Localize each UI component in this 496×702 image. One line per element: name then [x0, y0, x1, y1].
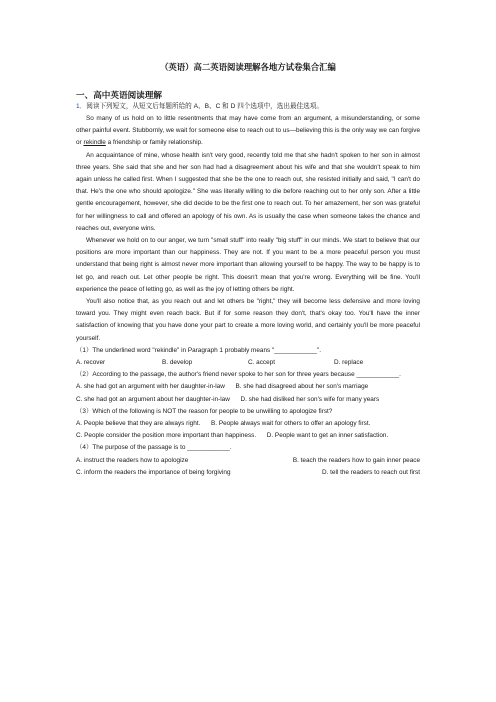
option-a: A. People believe that they are always right. [76, 420, 201, 428]
option-c: C. she had got an argument about her daughter-in-law [76, 395, 230, 403]
option-d: D. tell the readers to reach out first [321, 468, 420, 476]
option-c: C. accept [248, 359, 275, 367]
option-b: B. teach the readers how to gain inner peace [292, 456, 420, 464]
option-d: D. she had disliked her son's wife for many years [240, 395, 380, 403]
question-4-options-ab [76, 455, 420, 467]
question-1: （1）The underlined word "rekindle" in Paragraph 1 probably means "____________". [76, 346, 321, 354]
question-2-options-ab [76, 381, 420, 393]
option-c: C. inform the readers the importance of being forgiving [76, 468, 231, 476]
option-a: A. she had got an argument with her daughter-in-law [76, 383, 225, 391]
option-d: D. replace [334, 359, 364, 367]
option-a: A. recover [76, 359, 106, 367]
question-3-options-ab [76, 418, 420, 430]
question-4-options-cd [76, 467, 420, 479]
question-3: （3）Which of the following is NOT the reason for people to be unwilling to apologize first? [76, 407, 333, 415]
underlined-word: rekindle [83, 139, 106, 147]
instruction-number: 1． [76, 103, 87, 110]
section-heading: 一、高中英语阅读理解 [76, 90, 162, 100]
paragraph-text: So many of us hold on to little resentments that may have come from an argument, a misunderstanding, or some other painful event. Stubbornly, we wait for someone else to reach out to us—believing this is the only way we can forgive or [76, 115, 420, 147]
document-page [76, 62, 420, 479]
instruction-text: 阅读下列短文，从短文后每题所给的 A、B、C 和 D 四个选项中，选出最佳选项。 [86, 103, 323, 110]
option-b: B. develop [162, 359, 193, 367]
option-c: C. People consider the position more important than happiness. [76, 432, 257, 440]
question-2: （2）According to the passage, the author's friend never spoke to her son for three years because ____________. [76, 371, 401, 379]
document-title: （英语）高二英语阅读理解各地方试卷集合汇编 [160, 63, 336, 72]
option-a: A. instruct the readers how to apologize [76, 456, 189, 464]
option-b: B. People always wait for others to offer an apology first. [211, 420, 371, 428]
option-b: B. she had disagreed about her son's marriage [235, 383, 369, 391]
question-4: （4）The purpose of the passage is to ____________. [76, 444, 232, 452]
question-3-options-cd [76, 430, 420, 442]
passage-paragraph-4: You'll also notice that, as you reach out and let others be "right," they will become less defensive and more loving toward you. They might even reach back. But if for some reason they don't, that's okay too. You'll have the inner satisfaction of knowing that you have done your part to create a more loving world, and certainly you'll be more peaceful yourself. [76, 298, 420, 342]
instruction [76, 102, 420, 112]
question-2-options-cd [76, 394, 420, 406]
passage-paragraph-1 [76, 113, 420, 150]
question-1-options [76, 357, 420, 369]
option-d: D. People want to get an inner satisfaction. [266, 432, 389, 440]
paragraph-text: a friendship or family relationship. [105, 139, 203, 147]
passage-paragraph-2: An acquaintance of mine, whose health isn't very good, recently told me that she hadn't spoken to her son in almost three years. She said that she and her son had had a disagreement about his wife and that she wouldn't speak to him again unless he called first. When I suggested that she be the one to reach out, she resisted initially and said, "I can't do that. He's the one who should apologize." She was literally willing to die before reaching out to her only son. After a little gentle encouragement, however, she did decide to be the first one to reach out. To her amazement, her son was grateful for her willingness to call and offered an apology of his own. As is usually the case when someone takes the chance and reaches out, everyone wins. [76, 151, 420, 232]
passage-paragraph-3: Whenever we hold on to our anger, we turn "small stuff" into really "big stuff" in our minds. We start to believe that our positions are more important than our happiness. They are not. If you want to be a more peaceful person you must understand that being right is almost never more important than allowing yourself to be happy. The way to be happy is to let go, and reach out. Let other people be right. This doesn't mean that you're wrong. Everything will be fine. You'll experience the peace of letting go, as well as the joy of letting others be right. [76, 237, 420, 293]
